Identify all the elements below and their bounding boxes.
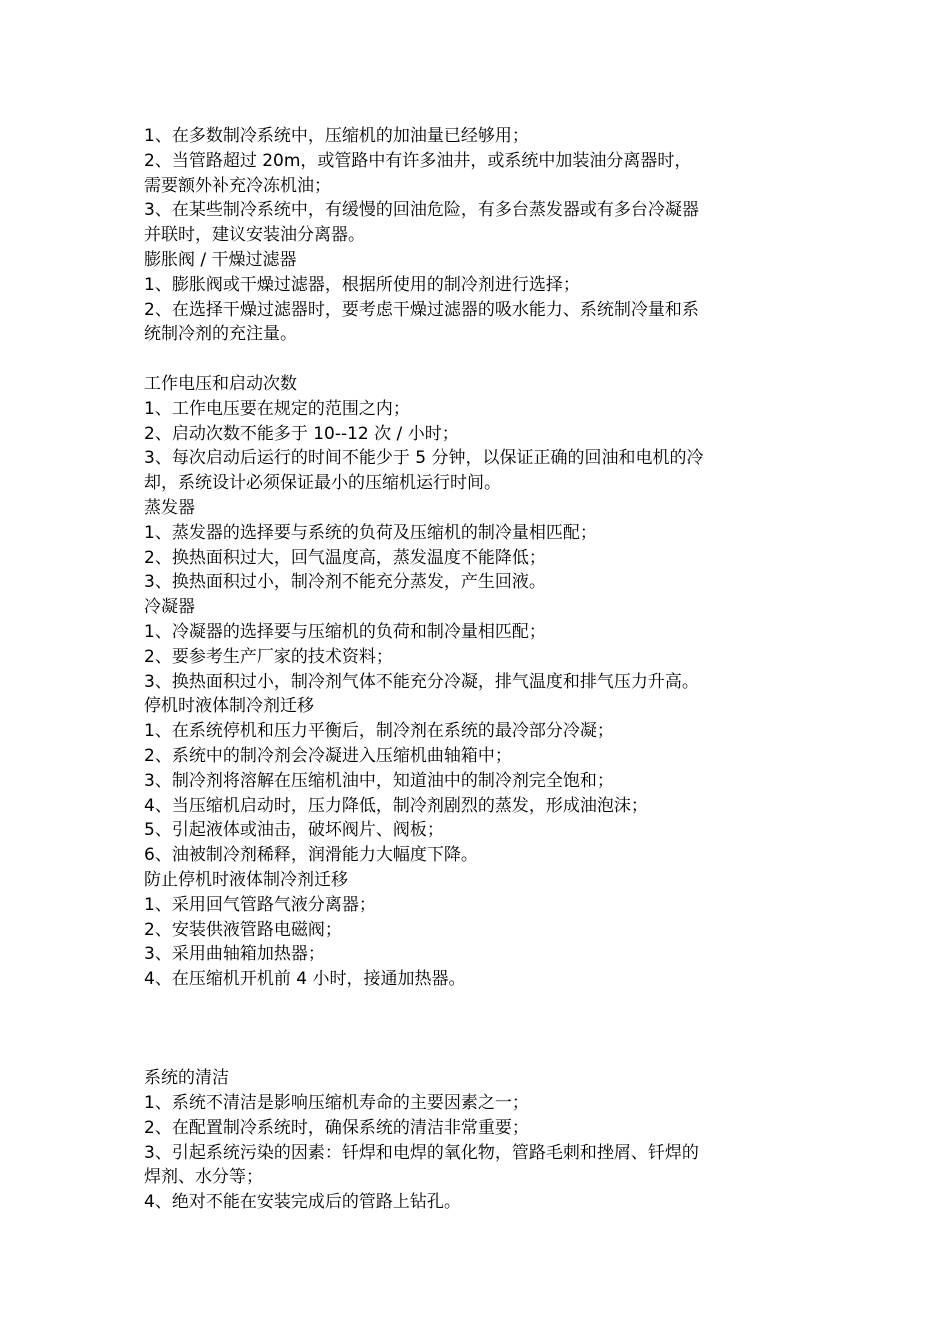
text-line: 1、冷凝器的选择要与压缩机的负荷和制冷量相匹配； — [144, 621, 546, 642]
blank-lines — [144, 992, 814, 1066]
text-line: 4、在压缩机开机前 4 小时，接通加热器。 — [144, 969, 466, 990]
text-line: 4、当压缩机启动时，压力降低，制冷剂剧烈的蒸发，形成油泡沫； — [144, 795, 648, 816]
text-line: 并联时，建议安装油分离器。 — [144, 225, 365, 246]
text-line: 2、换热面积过大，回气温度高，蒸发温度不能降低； — [144, 547, 546, 568]
text-line: 6、油被制冷剂稀释，润滑能力大幅度下降。 — [144, 845, 478, 866]
text-line: 1、采用回气管路气液分离器； — [144, 894, 376, 915]
section-oil — [144, 124, 814, 347]
text-line: 2、启动次数不能多于 10--12 次 / 小时； — [144, 423, 459, 444]
text-line: 3、引起系统污染的因素：钎焊和电焊的氧化物，管路毛刺和挫屑、钎焊的 — [144, 1142, 699, 1163]
text-line: 焊剂、水分等； — [144, 1167, 263, 1188]
text-line: 需要额外补充冷冻机油； — [144, 175, 331, 196]
text-line: 2、系统中的制冷剂会冷凝进入压缩机曲轴箱中； — [144, 745, 512, 766]
text-line: 3、换热面积过小，制冷剂气体不能充分冷凝，排气温度和排气压力升高。 — [144, 671, 699, 692]
text-line: 4、绝对不能在安装完成后的管路上钻孔。 — [144, 1192, 461, 1213]
text-line: 统制冷剂的充注量。 — [144, 324, 297, 345]
text-line: 1、在系统停机和压力平衡后，制冷剂在系统的最冷部分冷凝； — [144, 721, 614, 742]
document-page — [144, 124, 814, 1215]
text-line: 1、系统不清洁是影响压缩机寿命的主要因素之一； — [144, 1093, 529, 1114]
text-line: 2、在配置制冷系统时，确保系统的清洁非常重要； — [144, 1117, 529, 1138]
text-line: 2、安装供液管路电磁阀； — [144, 919, 342, 940]
section-heading: 系统的清洁 — [144, 1068, 229, 1089]
text-line: 3、换热面积过小，制冷剂不能充分蒸发，产生回液。 — [144, 572, 546, 593]
text-line: 3、在某些制冷系统中，有缓慢的回油危险，有多台蒸发器或有多台冷凝器 — [144, 200, 699, 221]
text-line: 2、当管路超过 20m，或管路中有许多油井，或系统中加装油分离器时， — [144, 150, 692, 171]
section-heading: 膨胀阀 / 干燥过滤器 — [144, 249, 297, 270]
section-voltage-to-migration — [144, 372, 814, 992]
text-line: 2、要参考生产厂家的技术资料； — [144, 646, 393, 667]
text-line: 3、每次启动后运行的时间不能少于 5 分钟，以保证正确的回油和电机的冷 — [144, 448, 704, 469]
text-line: 2、在选择干燥过滤器时，要考虑干燥过滤器的吸水能力、系统制冷量和系 — [144, 299, 699, 320]
text-line: 3、采用曲轴箱加热器； — [144, 944, 325, 965]
text-line: 1、膨胀阀或干燥过滤器，根据所使用的制冷剂进行选择； — [144, 274, 580, 295]
section-cleanliness — [144, 1066, 814, 1215]
section-heading: 工作电压和启动次数 — [144, 373, 297, 394]
text-line: 5、引起液体或油击，破坏阀片、阀板； — [144, 820, 444, 841]
text-line: 1、工作电压要在规定的范围之内； — [144, 398, 410, 419]
text-line: 3、制冷剂将溶解在压缩机油中，知道油中的制冷剂完全饱和； — [144, 770, 614, 791]
blank-line — [144, 347, 814, 372]
section-heading: 冷凝器 — [144, 597, 195, 618]
section-heading: 停机时液体制冷剂迁移 — [144, 696, 314, 717]
section-heading: 蒸发器 — [144, 497, 195, 518]
text-line: 1、在多数制冷系统中，压缩机的加油量已经够用； — [144, 126, 529, 146]
text-line: 却，系统设计必须保证最小的压缩机运行时间。 — [144, 473, 501, 494]
section-heading: 防止停机时液体制冷剂迁移 — [144, 869, 348, 890]
text-line: 1、蒸发器的选择要与系统的负荷及压缩机的制冷量相匹配； — [144, 522, 597, 543]
